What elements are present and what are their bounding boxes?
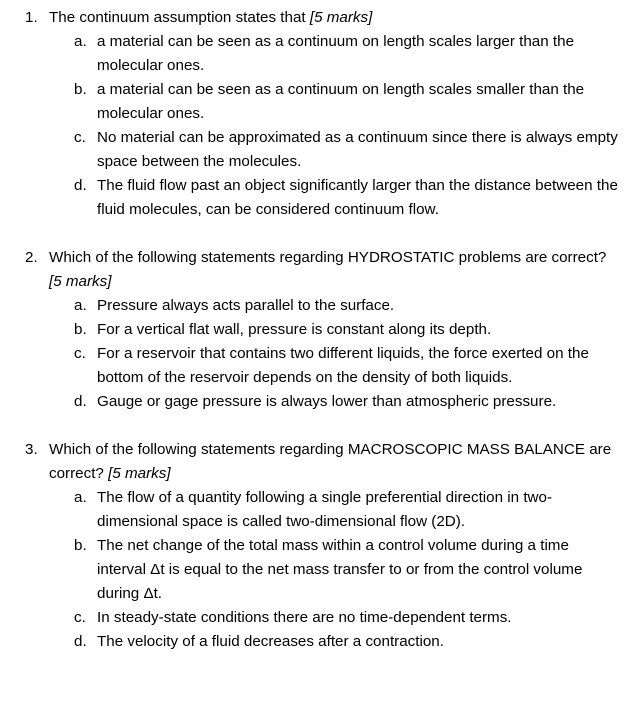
question-1-marks: [5 marks] (309, 9, 373, 26)
option-letter: c. (74, 129, 86, 146)
option-text: In steady-state conditions there are no time-dependent terms. (97, 609, 512, 626)
option-text: a material can be seen as a continuum on length scales larger than the molecular ones. (97, 33, 575, 74)
option-2a (0, 294, 639, 318)
option-3d (0, 630, 639, 654)
option-text: No material can be approximated as a continuum since there is always empty space between the molecules. (97, 129, 618, 170)
option-letter: a. (74, 489, 87, 506)
option-3b (0, 534, 639, 606)
question-1-stem (0, 6, 639, 30)
option-2b (0, 318, 639, 342)
question-spacer (0, 222, 639, 246)
question-3 (0, 438, 639, 654)
option-text: Gauge or gage pressure is always lower than atmospheric pressure. (97, 393, 557, 410)
option-3c (0, 606, 639, 630)
option-letter: d. (74, 393, 87, 410)
option-1c (0, 126, 639, 174)
option-text: The velocity of a fluid decreases after a contraction. (97, 633, 444, 650)
option-text: a material can be seen as a continuum on length scales smaller than the molecular ones. (97, 81, 585, 122)
option-letter: a. (74, 297, 87, 314)
question-1-options (0, 30, 639, 222)
option-text: The net change of the total mass within a control volume during a time interval Δt is equal to the net mass transfer to or from the control volume during Δt. (97, 537, 583, 602)
option-letter: c. (74, 345, 86, 362)
option-letter: a. (74, 33, 87, 50)
question-2-marks: [5 marks] (49, 273, 112, 290)
question-1-number: 1. (25, 9, 38, 26)
option-2c (0, 342, 639, 390)
option-letter: b. (74, 81, 87, 98)
question-2-stem (0, 246, 639, 294)
question-1 (0, 6, 639, 222)
question-2 (0, 246, 639, 414)
question-2-options (0, 294, 639, 414)
option-text: Pressure always acts parallel to the surface. (97, 297, 395, 314)
question-2-number: 2. (25, 249, 38, 266)
option-letter: d. (74, 177, 87, 194)
option-text: The fluid flow past an object significantly larger than the distance between the fluid molecules, can be considered continuum flow. (97, 177, 618, 218)
option-letter: c. (74, 609, 86, 626)
question-3-number: 3. (25, 441, 38, 458)
document-body (0, 6, 639, 654)
question-3-stem (0, 438, 639, 486)
option-1d (0, 174, 639, 222)
option-1a (0, 30, 639, 78)
question-3-options (0, 486, 639, 654)
question-3-text: Which of the following statements regarding MACROSCOPIC MASS BALANCE are correct? (49, 441, 612, 482)
option-letter: b. (74, 321, 87, 338)
option-1b (0, 78, 639, 126)
option-2d (0, 390, 639, 414)
question-3-marks: [5 marks] (108, 465, 171, 482)
question-spacer (0, 414, 639, 438)
option-3a (0, 486, 639, 534)
option-text: For a reservoir that contains two different liquids, the force exerted on the bottom of the reservoir depends on the density of both liquids. (97, 345, 589, 386)
question-2-text: Which of the following statements regarding HYDROSTATIC problems are correct? (49, 249, 607, 266)
option-letter: d. (74, 633, 87, 650)
option-letter: b. (74, 537, 87, 554)
question-1-text: The continuum assumption states that (49, 9, 310, 26)
option-text: The flow of a quantity following a single preferential direction in two-dimensional space is called two-dimensional flow (2D). (97, 489, 553, 530)
option-text: For a vertical flat wall, pressure is constant along its depth. (97, 321, 492, 338)
